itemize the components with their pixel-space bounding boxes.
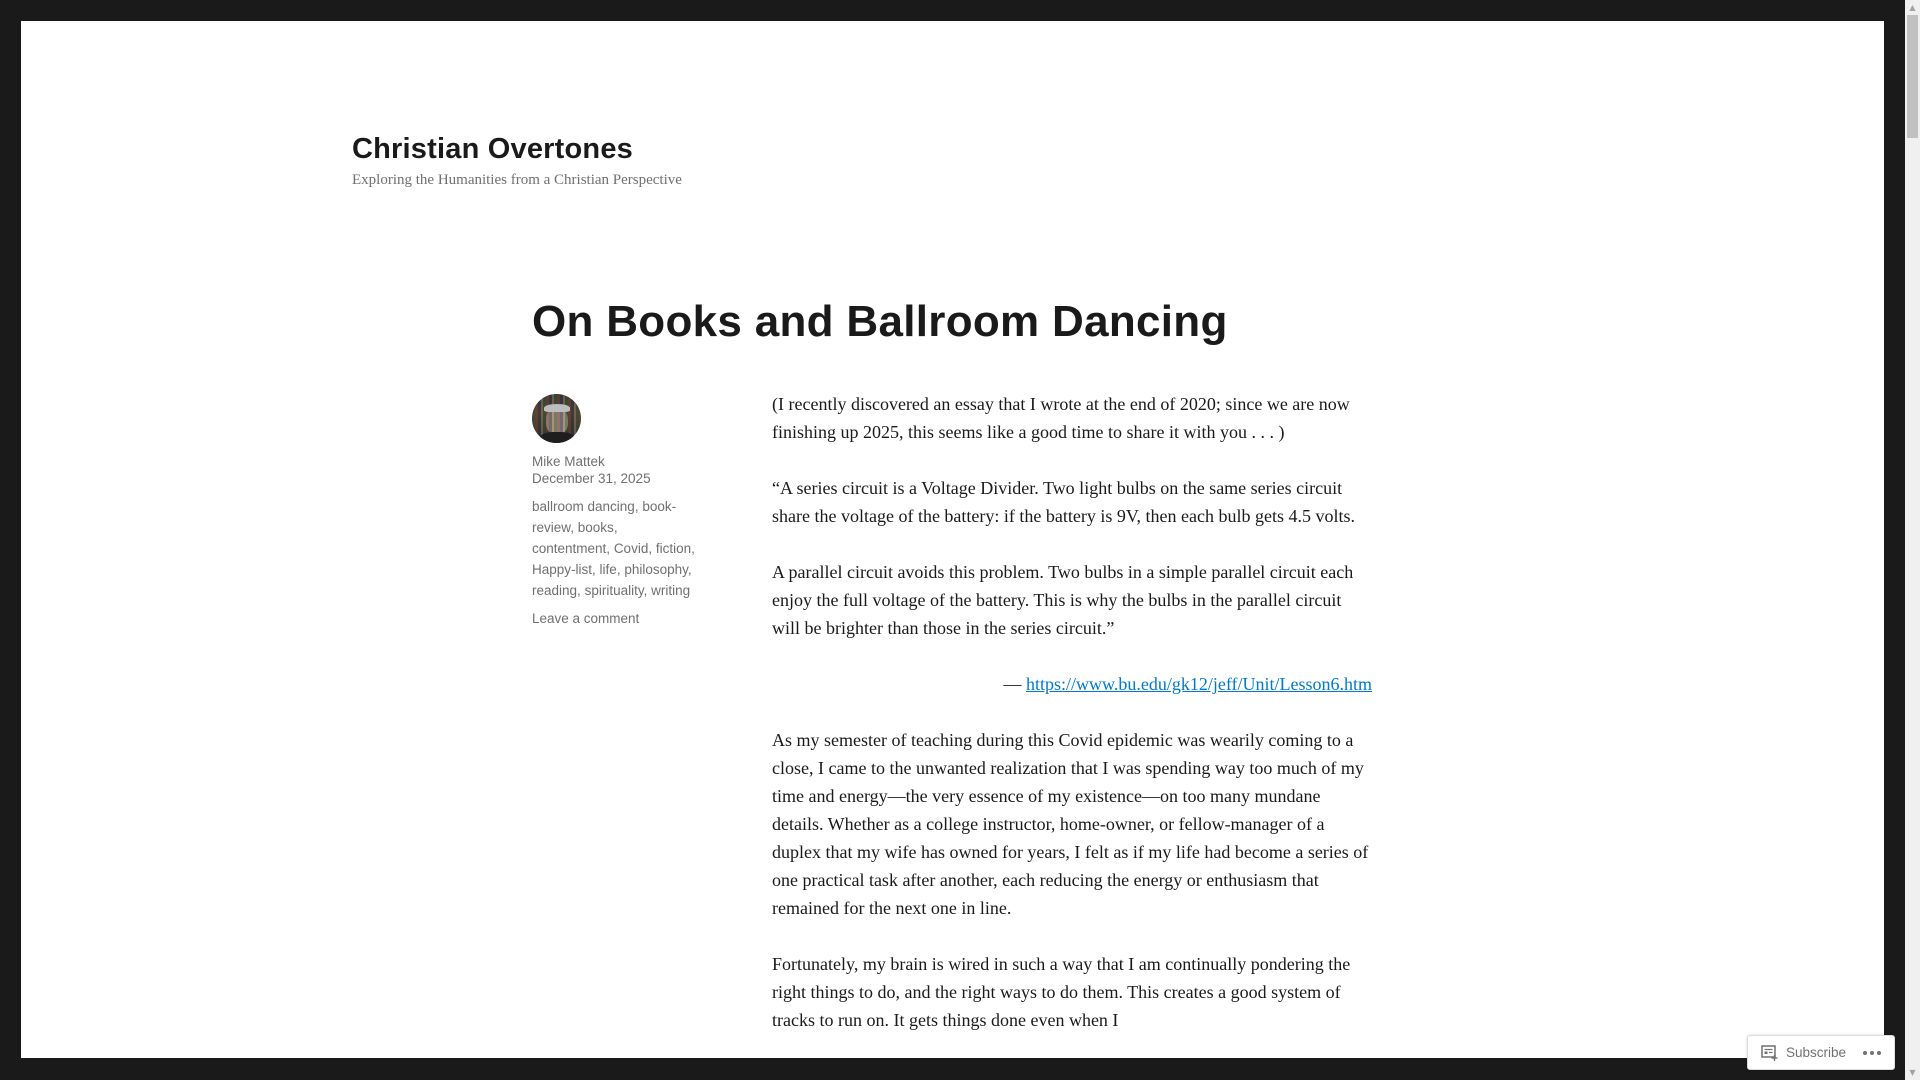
quote-paragraph: “A series circuit is a Voltage Divider. Two light bulbs on the same series circuit share the voltage of the battery: if the battery is 9V, then each bulb gets 4.5 volts. bbox=[772, 478, 1356, 526]
tag-book-review-cont[interactable]: review bbox=[532, 520, 571, 535]
avatar-shirt bbox=[540, 432, 574, 443]
scrollbar-thumb[interactable] bbox=[1907, 15, 1918, 138]
tag-contentment[interactable]: contentment bbox=[532, 541, 607, 556]
tag-spirituality[interactable]: spirituality bbox=[584, 583, 644, 598]
citation-link[interactable]: https://www.bu.edu/gk12/jeff/Unit/Lesson6.htm bbox=[1026, 674, 1372, 694]
post-date-link[interactable]: December 31, 2025 bbox=[532, 471, 651, 486]
tag-line: reading, spirituality, writing bbox=[532, 583, 691, 598]
vertical-scrollbar[interactable] bbox=[1905, 0, 1920, 1080]
scroll-down-arrow-icon[interactable]: ▼ bbox=[1909, 1068, 1916, 1077]
tag-life[interactable]: life bbox=[599, 562, 617, 577]
quote-citation bbox=[772, 670, 1372, 698]
leave-comment-link[interactable]: Leave a comment bbox=[532, 611, 640, 626]
reader-subscribe-icon bbox=[1761, 1045, 1778, 1061]
post-title: On Books and Ballroom Dancing bbox=[532, 297, 1228, 346]
paragraph: (I recently discovered an essay that I wrote at the end of 2020; since we are now finishing up 2025, this seems like a good time to share it with you . . . ) bbox=[772, 394, 1350, 442]
cite-dash: — bbox=[1003, 674, 1027, 694]
scroll-up-arrow-icon[interactable]: ▲ bbox=[1909, 3, 1916, 12]
subscribe-bar bbox=[1747, 1035, 1895, 1070]
paragraph: As my semester of teaching during this Covid epidemic was wearily coming to a close, I came to the unwanted realization that I was spending way too much of my time and energy—the very essence of my existence—on too many mundane details. Whether as a college instructor, home-owner, or fellow-manager of a duplex that my wife has owned for years, I felt as if my life had become a series of one practical task after another, each reducing the energy or enthusiasm that remained for the next one in line. bbox=[772, 730, 1369, 918]
tag-line: ballroom dancing, book- bbox=[532, 499, 677, 514]
tag-covid[interactable]: Covid bbox=[613, 541, 649, 556]
tag-reading[interactable]: reading bbox=[532, 583, 578, 598]
more-dots-icon[interactable] bbox=[1863, 1051, 1881, 1055]
tag-books[interactable]: books bbox=[577, 520, 614, 535]
tag-line: review, books, bbox=[532, 520, 618, 535]
tag-line: Happy-list, life, philosophy, bbox=[532, 562, 692, 577]
tag-line: contentment, Covid, fiction, bbox=[532, 541, 695, 556]
site-description: Exploring the Humanities from a Christian Perspective bbox=[352, 172, 682, 188]
tag-fiction[interactable]: fiction bbox=[655, 541, 692, 556]
site-title[interactable]: Christian Overtones bbox=[352, 133, 633, 165]
paragraph: Fortunately, my brain is wired in such a way that I am continually pondering the right things to do, and the right ways to do them. This creates a good system of tracks to run on. It gets things done even when I bbox=[772, 954, 1351, 1030]
tag-writing[interactable]: writing bbox=[651, 583, 691, 598]
tag-happy-list[interactable]: Happy-list bbox=[532, 562, 593, 577]
tag-list bbox=[532, 496, 732, 601]
subscribe-label: Subscribe bbox=[1786, 1045, 1847, 1060]
quote-paragraph: A parallel circuit avoids this problem. Two bulbs in a simple parallel circuit each enjoy the full voltage of the battery. This is why the bulbs in the parallel circuit will be brighter than those in the series circuit.” bbox=[772, 562, 1354, 638]
author-avatar[interactable] bbox=[532, 394, 581, 443]
entry-meta bbox=[532, 394, 732, 629]
subscribe-button[interactable] bbox=[1761, 1045, 1846, 1061]
tag-book-review[interactable]: book- bbox=[642, 499, 677, 514]
page bbox=[21, 21, 1884, 1058]
tag-ballroom-dancing[interactable]: ballroom dancing bbox=[532, 499, 635, 514]
tag-philosophy[interactable]: philosophy bbox=[624, 562, 688, 577]
post-content bbox=[772, 390, 1372, 1058]
author-link[interactable]: Mike Mattek bbox=[532, 454, 605, 469]
